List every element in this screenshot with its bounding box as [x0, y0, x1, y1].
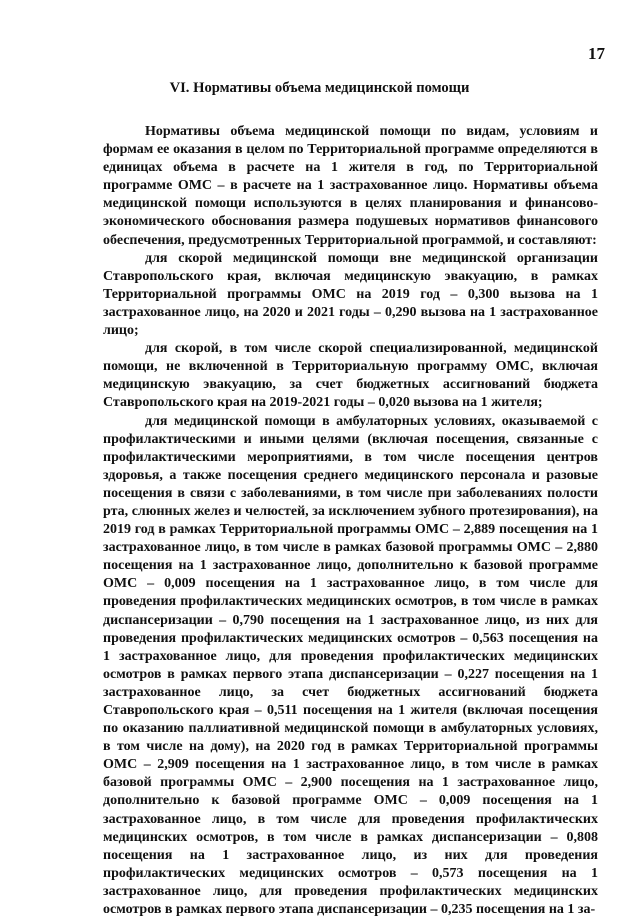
paragraph-outpatient: для медицинской помощи в амбулаторных условиях, оказываемой с профилактическими и иными целями (включая посещения, связанные с профилактическими мероприятиями, в том числе посещения центров здоровья, а также посещения среднего медицинского персонала и разовые посещения в связи с заболеваниями, в том числе при заболеваниях полости рта, слюнных желез и челюстей, за исключением зубного протезирования), на 2019 год в рамках Территориальной программы ОМС – 2,889 посещения на 1 застрахованное лицо, в том числе в рамках базовой программы ОМС – 2,880 посещения на 1 застрахованное лицо, дополнительно к базовой программе ОМС – 0,009 посещения на 1 застрахованное лицо, в том числе для проведения профилактических медицинских осмотров, в том числе в рамках диспансеризации – 0,790 посещения на 1 застрахованное лицо, из них для проведения профилактических медицинских осмотров – 0,563 посещения на 1 застрахованное лицо, для проведения профилактических медицинских осмотров в рамках первого этапа диспансеризации – 0,227 посещения на 1 застрахованное лицо, за счет бюджетных ассигнований бюджета Ставропольского края – 0,511 посещения на 1 жителя (включая посещения по оказанию паллиативной медицинской помощи в амбулаторных условиях, в том числе на дому), на 2020 год в рамках Территориальной программы ОМС – 2,909 посещения на 1 застрахованное лицо, в том числе в рамках базовой программы ОМС – 2,900 посещения на 1 застрахованное лицо, дополнительно к базовой программе ОМС – 0,009 посещения на 1 застрахованное лицо, в том числе для проведения профилактических медицинских осмотров, в том числе в рамках диспансеризации – 0,808 посещения на 1 застрахованное лицо, из них для проведения профилактических медицинских осмотров – 0,573 посещения на 1 застрахованное лицо, для проведения профилактических медицинских осмотров в рамках первого этапа диспансеризации – 0,235 посещения на 1 за-	[103, 413, 598, 919]
body-text	[103, 123, 598, 919]
page-number: 17	[588, 44, 605, 64]
paragraph-emergency-budget: для скорой, в том числе скорой специализированной, медицинской помощи, не включенной в Территориальную программу ОМС, включая медицинскую эвакуацию, за счет бюджетных ассигнований бюджета Ставропольского края на 2019-2021 годы – 0,020 вызова на 1 жителя;	[103, 340, 598, 412]
paragraph-emergency-oms: для скорой медицинской помощи вне медицинской организации Ставропольского края, включая медицинскую эвакуацию, в рамках Территориальной программы ОМС на 2019 год – 0,300 вызова на 1 застрахованное лицо, на 2020 и 2021 годы – 0,290 вызова на 1 застрахованное лицо;	[103, 250, 598, 340]
section-heading: VI. Нормативы объема медицинской помощи	[0, 80, 639, 97]
paragraph-intro: Нормативы объема медицинской помощи по видам, условиям и формам ее оказания в целом по Территориальной программе определяются в единицах объема в расчете на 1 жителя в год, по Территориальной программе ОМС – в расчете на 1 застрахованное лицо. Нормативы объема медицинской помощи используются в целях планирования и финансово-экономического обоснования размера подушевых нормативов финансового обеспечения, предусмотренных Территориальной программой, и составляют:	[103, 123, 598, 250]
